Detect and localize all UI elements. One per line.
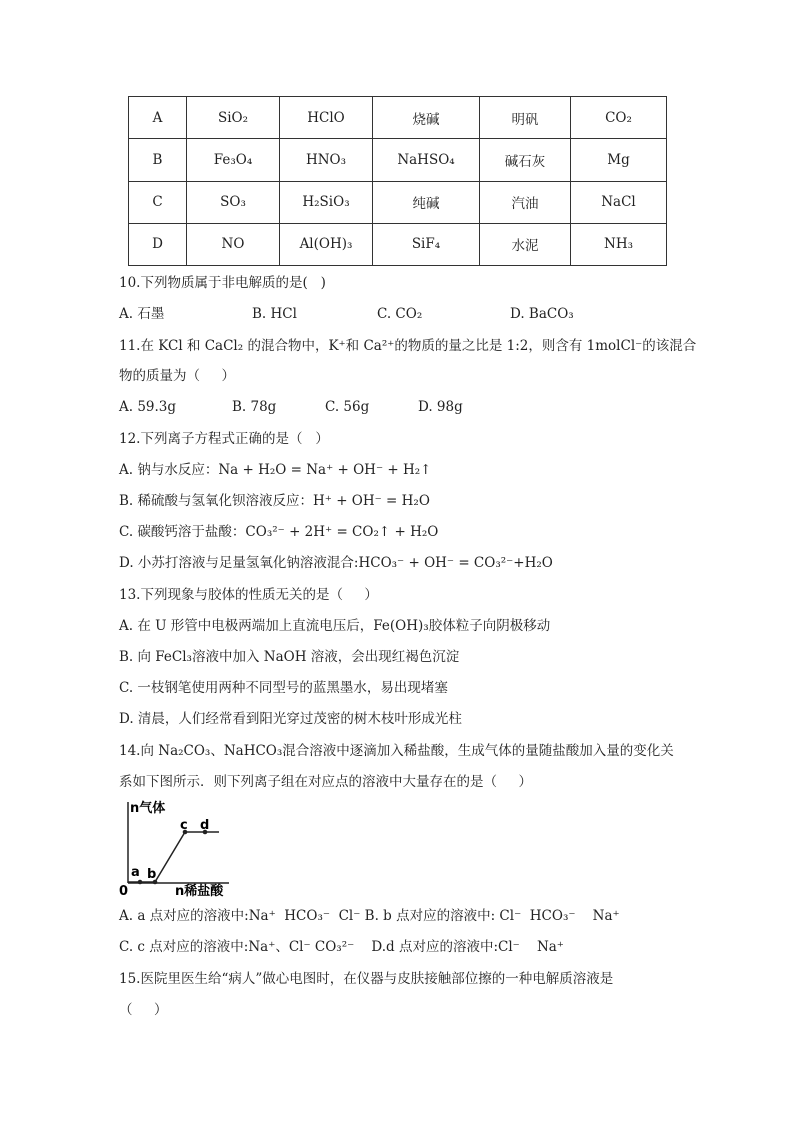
table-cell: NaCl <box>571 181 667 223</box>
table-cell: NH₃ <box>571 223 667 265</box>
q12-option-c: C. 碳酸钙溶于盐酸：CO₃²⁻ + 2H⁺ = CO₂↑ + H₂O <box>119 524 439 540</box>
q12-option-b: B. 稀硫酸与氢氧化钡溶液反应：H⁺ + OH⁻ = H₂O <box>119 493 430 509</box>
q13-option-d: D. 清晨，人们经常看到阳光穿过茂密的树木枝叶形成光柱 <box>119 711 462 727</box>
table-row <box>129 97 667 139</box>
table-cell: HClO <box>280 97 373 139</box>
point-a-dot <box>138 880 143 885</box>
table-row <box>129 139 667 181</box>
table-cell: 水泥 <box>480 223 571 265</box>
q10-option-c: C. CO₂ <box>377 306 423 322</box>
table-row-label: B <box>129 139 187 181</box>
table-cell: NaHSO₄ <box>373 139 480 181</box>
q14-options-line2: C. c 点对应的溶液中:Na⁺、Cl⁻ CO₃²⁻ D.d 点对应的溶液中:Cl⁻ Na⁺ <box>119 939 564 955</box>
table-row-label: C <box>129 181 187 223</box>
q11-option-c: C. 56g <box>325 399 370 415</box>
q15-stem-line2: （ ） <box>119 1002 168 1018</box>
q10-option-b: B. HCl <box>252 306 297 322</box>
q12-option-a: A. 钠与水反应：Na + H₂O = Na⁺ + OH⁻ + H₂↑ <box>119 462 432 478</box>
q11-option-a: A. 59.3g <box>119 399 177 415</box>
table-row-label: A <box>129 97 187 139</box>
q10-stem: 10.下列物质属于非电解质的是( ) <box>119 275 326 291</box>
q11-option-b: B. 78g <box>232 399 277 415</box>
table-row <box>129 181 667 223</box>
q13-option-c: C. 一枝钢笔使用两种不同型号的蓝黑墨水，易出现堵塞 <box>119 680 448 696</box>
gas-curve <box>128 832 219 882</box>
q10-option-d: D. BaCO₃ <box>510 306 574 322</box>
table-cell: Mg <box>571 139 667 181</box>
table-cell: NO <box>187 223 280 265</box>
table-cell: SiO₂ <box>187 97 280 139</box>
table-cell: 碱石灰 <box>480 139 571 181</box>
q12-option-d: D. 小苏打溶液与足量氢氧化钠溶液混合:HCO₃⁻ + OH⁻ = CO₃²⁻+H₂O <box>119 555 553 571</box>
q14-stem-line1: 14.向 Na₂CO₃、NaHCO₃混合溶液中逐滴加入稀盐酸，生成气体的量随盐酸加入量的变化关 <box>119 743 674 759</box>
y-axis-label: n气体 <box>130 801 166 816</box>
q10-option-a: A. 石墨 <box>119 306 165 322</box>
point-a-label: a <box>131 865 140 880</box>
table-cell: H₂SiO₃ <box>280 181 373 223</box>
q13-stem: 13.下列现象与胶体的性质无关的是（ ） <box>119 587 378 603</box>
point-b-label: b <box>147 867 157 882</box>
point-c-label: c <box>180 818 188 833</box>
table-row-label: D <box>129 223 187 265</box>
table-cell: Fe₃O₄ <box>187 139 280 181</box>
q13-option-a: A. 在 U 形管中电极两端加上直流电压后，Fe(OH)₃胶体粒子向阴极移动 <box>119 618 551 634</box>
table-cell: HNO₃ <box>280 139 373 181</box>
table-cell: SO₃ <box>187 181 280 223</box>
table-cell: CO₂ <box>571 97 667 139</box>
substance-table <box>128 96 667 266</box>
q12-stem: 12.下列离子方程式正确的是（ ） <box>119 431 329 447</box>
q15-stem-line1: 15.医院里医生给“病人”做心电图时，在仪器与皮肤接触部位擦的一种电解质溶液是 <box>119 971 614 987</box>
origin-label: 0 <box>119 884 129 898</box>
q11-stem-line1: 11.在 KCl 和 CaCl₂ 的混合物中，K⁺和 Ca²⁺的物质的量之比是 1:2，则含有 1molCl⁻的该混合 <box>119 338 697 354</box>
table-cell: SiF₄ <box>373 223 480 265</box>
point-d-label: d <box>200 818 210 833</box>
table-cell: Al(OH)₃ <box>280 223 373 265</box>
q14-stem-line2: 系如下图所示．则下列离子组在对应点的溶液中大量存在的是（ ） <box>119 774 532 790</box>
table-cell: 汽油 <box>480 181 571 223</box>
x-axis-label: n稀盐酸 <box>175 884 224 898</box>
q14-options-line1: A. a 点对应的溶液中:Na⁺ HCO₃⁻ Cl⁻ B. b 点对应的溶液中: Cl⁻ HCO₃⁻ Na⁺ <box>119 908 620 924</box>
gas-volume-graph <box>114 798 244 898</box>
q11-option-d: D. 98g <box>418 399 463 415</box>
table-row <box>129 223 667 265</box>
table-cell: 烧碱 <box>373 97 480 139</box>
table-cell: 明矾 <box>480 97 571 139</box>
table-cell: 纯碱 <box>373 181 480 223</box>
q11-stem-line2: 物的质量为（ ） <box>119 368 235 384</box>
q13-option-b: B. 向 FeCl₃溶液中加入 NaOH 溶液，会出现红褐色沉淀 <box>119 649 460 665</box>
